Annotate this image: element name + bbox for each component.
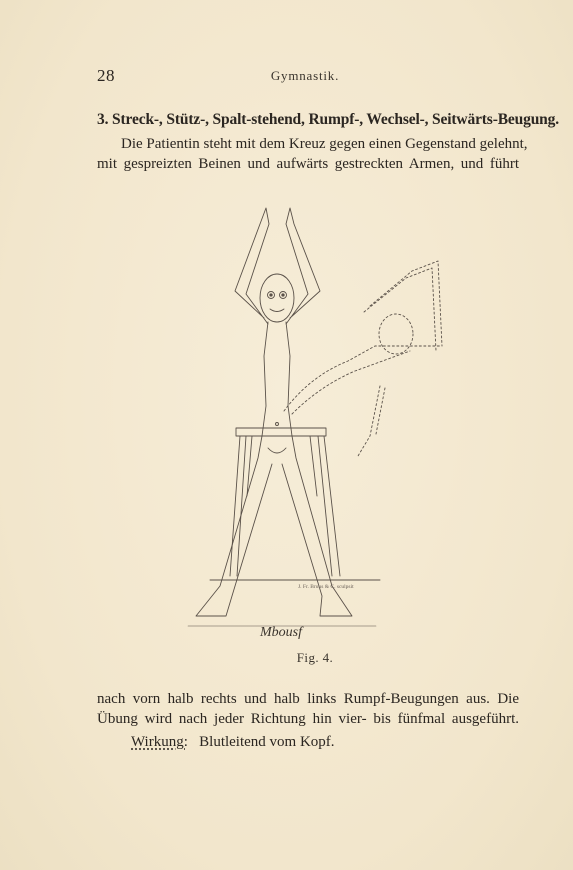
- effect-line: [131, 732, 335, 752]
- figure-4: [180, 196, 450, 676]
- body-line-1: nach vorn halb rechts und halb links Rumpf-Beugungen aus. Die: [97, 691, 519, 707]
- support-bench: [230, 428, 340, 576]
- page-number: 28: [97, 66, 115, 85]
- figure-mouth: [270, 309, 284, 312]
- bending-figure-dotted: [284, 261, 442, 456]
- running-head: Gymnastik.: [270, 68, 340, 83]
- figure-torso-right: [286, 322, 292, 436]
- figure-head: [260, 274, 294, 322]
- engraver-mark: J. Fr. Bruus & C. sculpsit: [298, 584, 354, 590]
- effect-text: Blutleitend vom Kopf.: [199, 734, 335, 750]
- body-line-2: Übung wird nach jeder Richtung hin vier- bis fünfmal ausgeführt.: [97, 711, 519, 727]
- intro-line-2: mit gespreizten Beinen und aufwärts gestreckten Armen, und führt: [97, 156, 519, 172]
- figure-left-arm: [235, 208, 269, 324]
- exercise-illustration: [180, 196, 450, 676]
- signature: Mbousf: [260, 625, 302, 640]
- intro-line-1: Die Patientin steht mit dem Kreuz gegen einen Gegenstand gelehnt,: [121, 136, 528, 152]
- section-heading: 3. Streck-, Stütz-, Spalt-stehend, Rumpf-, Wechsel-, Seitwärts-Beugung.: [97, 111, 559, 128]
- figure-right-arm: [286, 208, 320, 324]
- figure-torso-left: [262, 322, 268, 436]
- page-header: [97, 66, 513, 86]
- body-paragraph: [97, 689, 519, 729]
- figure-caption: Fig. 4.: [296, 650, 334, 665]
- intro-paragraph: [97, 134, 528, 174]
- effect-label: Wirkung:: [131, 734, 188, 750]
